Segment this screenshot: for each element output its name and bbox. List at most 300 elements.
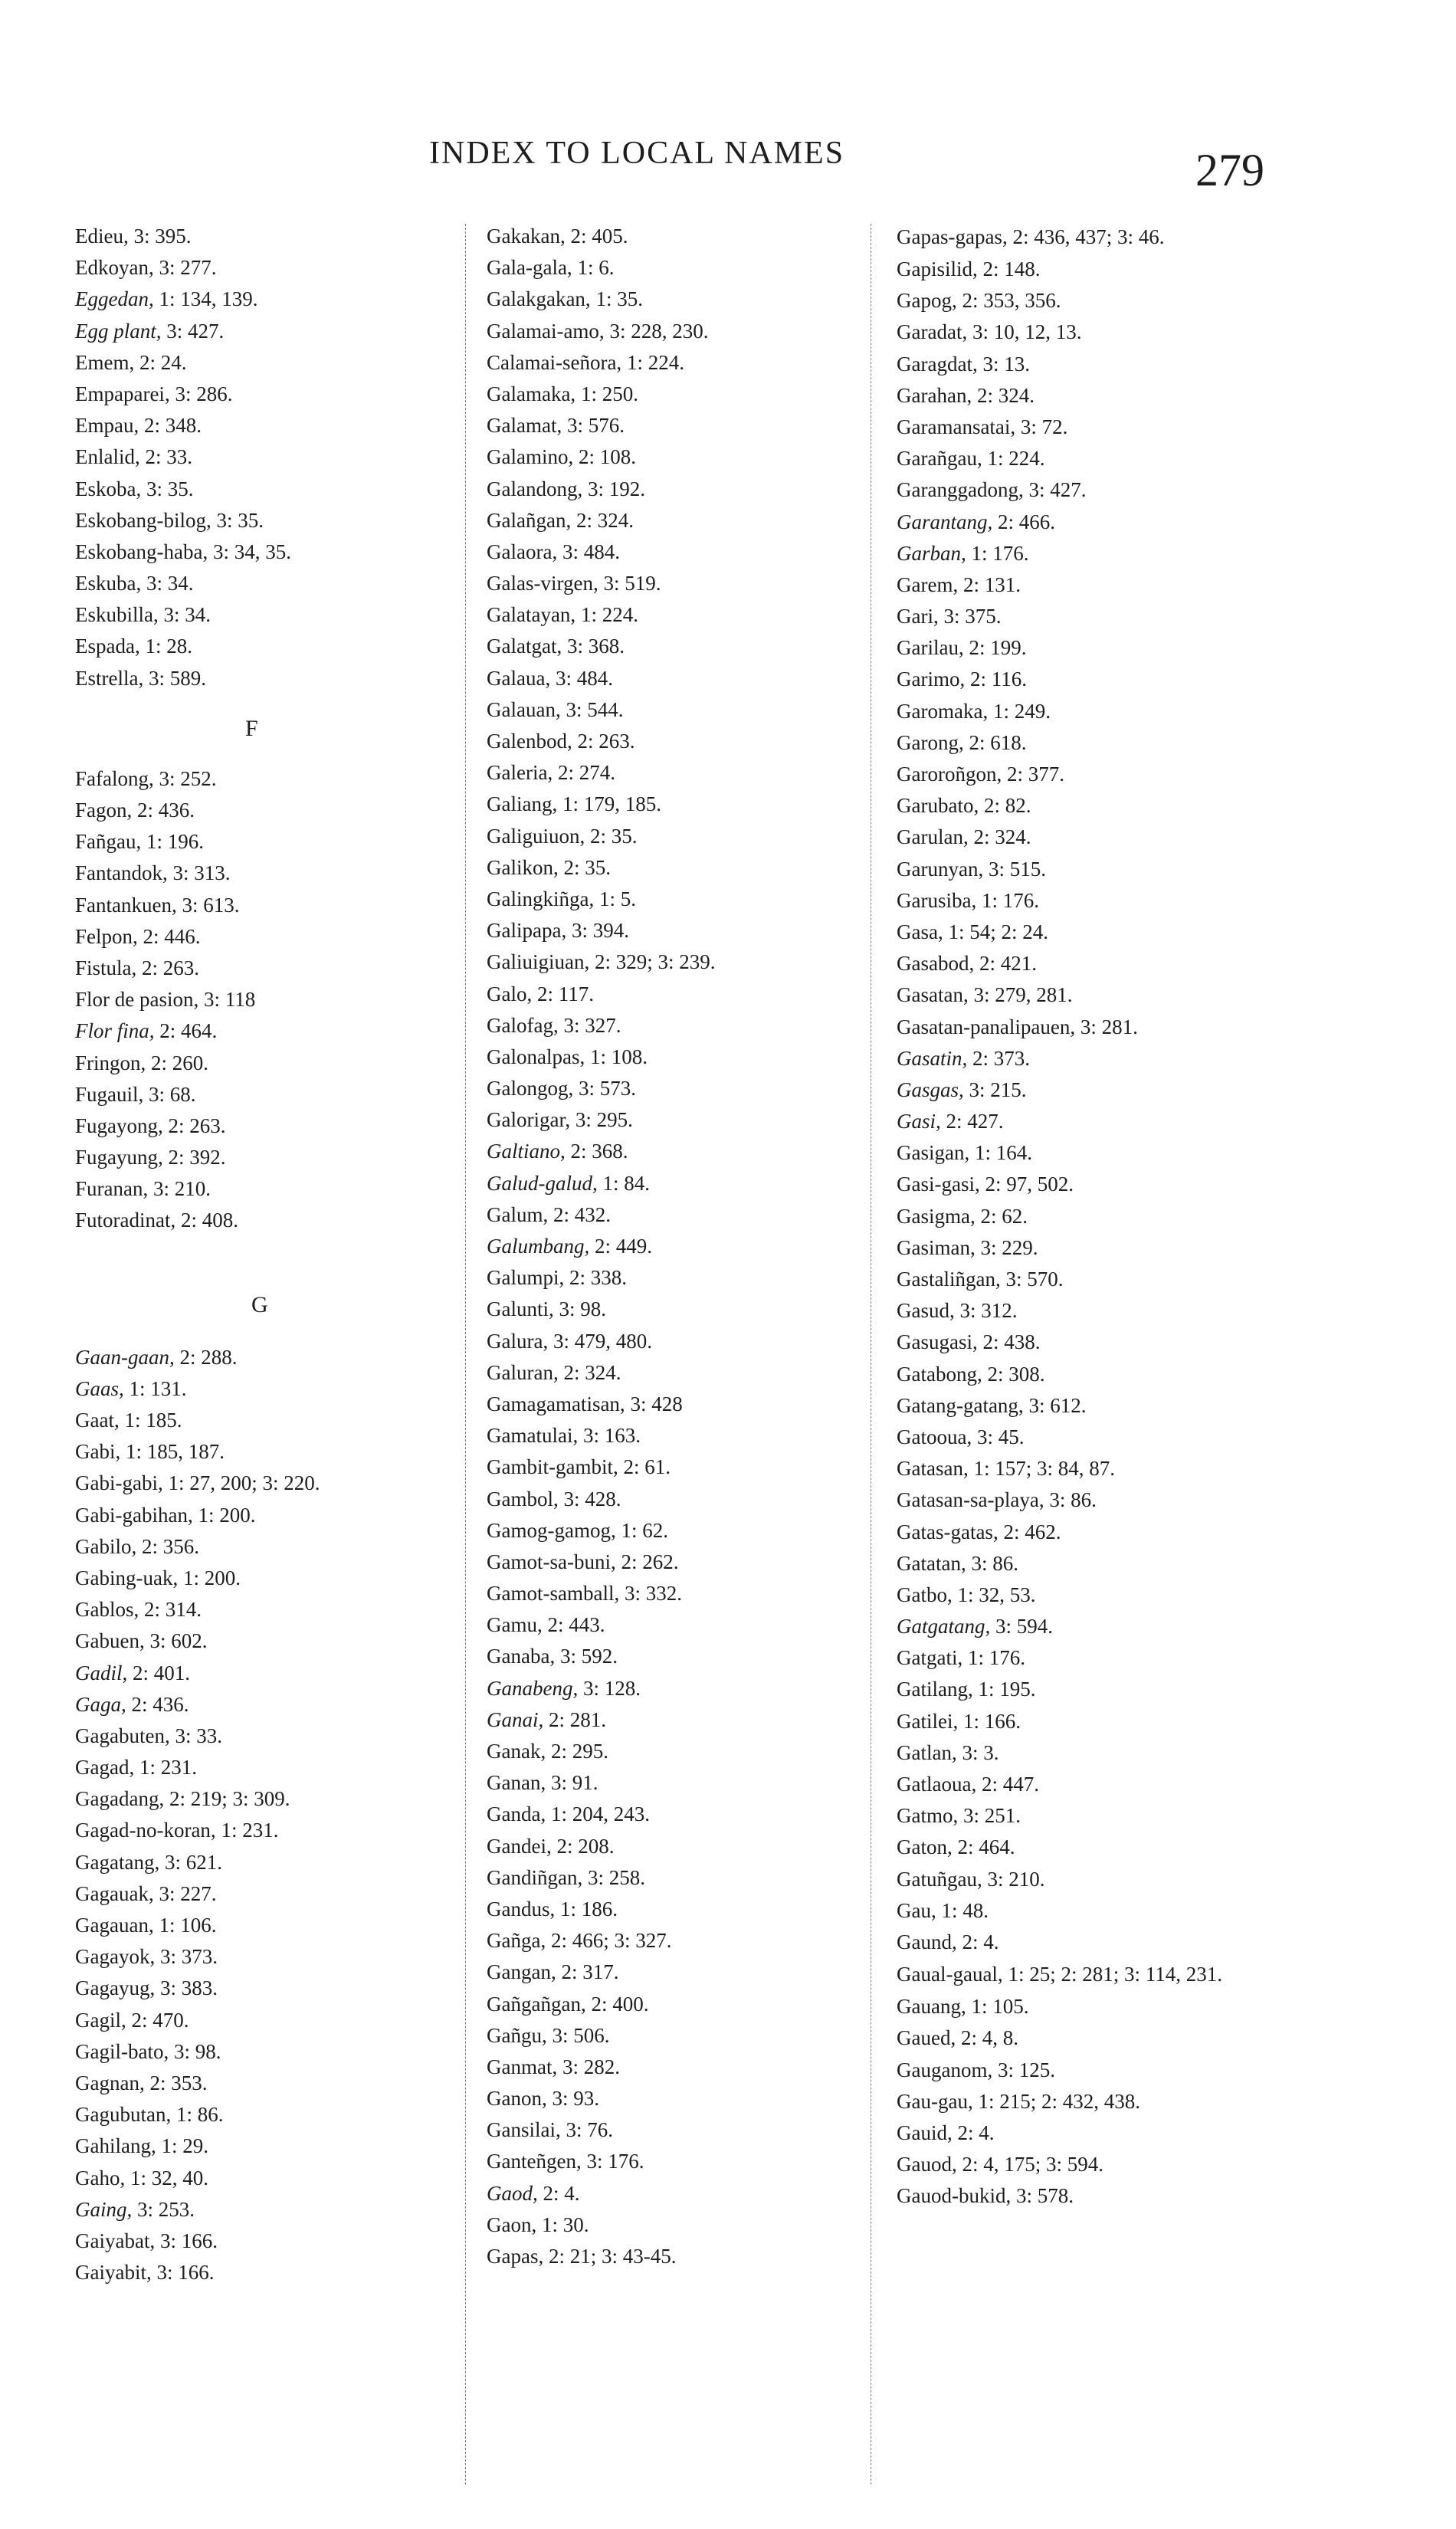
index-entry [897, 317, 1326, 348]
entry-headword: Gau-gau, [897, 2089, 973, 2113]
entry-reference: 3: 34. [163, 603, 212, 627]
entry-reference: 2: 408. [180, 1209, 238, 1232]
index-entry [487, 221, 885, 252]
index-entry [75, 284, 481, 315]
index-entry [75, 1079, 481, 1110]
entry-reference: 2: 324. [973, 825, 1031, 849]
entry-reference: 3: 578. [1015, 2184, 1074, 2208]
entry-headword: Gabing-uak, [75, 1566, 179, 1589]
index-entry [487, 1515, 885, 1547]
entry-reference: 3: 570. [1005, 1268, 1064, 1291]
index-entry [487, 1231, 885, 1262]
entry-headword: Gasiman, [897, 1235, 976, 1259]
entry-headword: Gatas-gatas, [897, 1520, 999, 1543]
entry-reference: 2: 61. [623, 1455, 671, 1479]
index-entry [487, 1673, 885, 1704]
index-entry [897, 1895, 1326, 1927]
entry-headword: Eskobang-haba, [75, 540, 208, 563]
index-entry [897, 1927, 1326, 1958]
entry-headword: Espada, [75, 635, 140, 658]
entry-headword: Gansilai, [487, 2118, 561, 2142]
index-entry [487, 821, 885, 852]
entry-reference: 2: 324. [576, 508, 634, 532]
entry-reference: 1: 84. [602, 1171, 651, 1195]
index-entry [487, 1262, 885, 1294]
entry-headword: Ganon, [487, 2087, 547, 2111]
index-entry [75, 347, 481, 379]
entry-reference: 2: 4, 8. [960, 2026, 1018, 2050]
entry-reference: 2: 281. [549, 1707, 607, 1731]
entry-reference: 3: 573. [578, 1077, 636, 1100]
entry-headword: Gaiyabat, [75, 2229, 156, 2252]
index-column-3 [897, 221, 1326, 2212]
entry-reference: 3: 210. [987, 1867, 1045, 1891]
entry-headword: Gauod, [897, 2153, 957, 2176]
entry-reference: 2: 274. [557, 761, 615, 785]
index-entry [75, 1847, 481, 1878]
index-entry [897, 1453, 1326, 1484]
entry-headword: Gandei, [487, 1834, 552, 1858]
index-entry [75, 441, 481, 473]
entry-reference: 3: 86. [1049, 1488, 1097, 1512]
entry-reference: 1: 6. [577, 256, 615, 280]
entry-reference: 3: 613. [182, 893, 240, 917]
index-entry [487, 410, 885, 441]
entry-headword: Gamu, [487, 1613, 543, 1637]
entry-headword: Gasatan, [897, 983, 969, 1007]
index-entry [487, 2241, 885, 2272]
entry-reference: 3: 228, 230. [609, 319, 709, 343]
entry-headword: Garagdat, [897, 352, 978, 376]
entry-headword: Gauod-bukid, [897, 2184, 1012, 2208]
index-entry [897, 569, 1326, 601]
entry-reference: 3: 35. [146, 477, 194, 500]
entry-headword: Gatbo, [897, 1583, 953, 1606]
entry-headword: Egg plant, [75, 319, 162, 343]
entry-headword: Fugauil, [75, 1082, 144, 1106]
entry-reference: 2: 356. [142, 1534, 200, 1558]
entry-headword: Gatgati, [897, 1646, 963, 1670]
entry-reference: 1: 35. [595, 287, 643, 311]
index-entry [75, 1173, 481, 1205]
index-entry [75, 826, 481, 858]
entry-headword: Gauganom, [897, 2058, 993, 2081]
entry-reference: 3: 128. [582, 1676, 641, 1700]
entry-reference: 2: 262. [621, 1550, 679, 1573]
index-entry [75, 1048, 481, 1079]
entry-reference: 3: 279, 281. [973, 983, 1073, 1007]
entry-headword: Ganmat, [487, 2055, 558, 2078]
entry-headword: Galamaka, [487, 382, 576, 405]
entry-reference: 2: 117. [536, 982, 594, 1005]
index-entry [75, 379, 481, 410]
entry-reference: 3: 227. [159, 1881, 217, 1905]
entry-reference: 1: 204, 243. [550, 1802, 650, 1826]
entry-headword: Gaiyabit, [75, 2261, 152, 2285]
entry-reference: 3: 72. [1020, 415, 1068, 438]
entry-reference: 3: 163. [582, 1424, 641, 1448]
entry-reference: 1: 176. [981, 888, 1039, 912]
index-entry [897, 507, 1326, 538]
entry-headword: Gaan-gaan, [75, 1345, 175, 1369]
page-number: 279 [1195, 145, 1264, 195]
index-entry [897, 443, 1326, 474]
entry-headword: Gasgas, [897, 1078, 964, 1101]
entry-headword: Galtiano, [487, 1140, 566, 1163]
entry-reference: 3: 484. [562, 540, 620, 563]
entry-reference: 2: 288. [179, 1345, 238, 1369]
section-gap [75, 1237, 481, 1268]
index-column-2 [487, 221, 885, 2272]
entry-headword: Garilau, [897, 636, 964, 660]
index-entry [487, 568, 885, 599]
index-entry [487, 852, 885, 884]
entry-headword: Fringon, [75, 1051, 146, 1074]
index-entry [75, 1373, 481, 1405]
entry-headword: Gañga, [487, 1929, 546, 1953]
index-block-e [75, 221, 481, 694]
index-entry [897, 885, 1326, 917]
entry-reference: 3: 544. [566, 697, 624, 721]
entry-reference: 2: 33. [145, 445, 192, 469]
index-entry [487, 1010, 885, 1041]
entry-reference: 3: 295. [575, 1108, 633, 1132]
index-entry [897, 1642, 1326, 1674]
entry-reference: 2: 447. [981, 1773, 1039, 1796]
entry-headword: Gasi, [897, 1110, 941, 1133]
entry-reference: 2: 263. [142, 956, 200, 979]
entry-reference: 3: 594. [995, 1615, 1054, 1638]
entry-headword: Garanggadong, [897, 478, 1024, 502]
entry-headword: Gambol, [487, 1487, 559, 1511]
entry-reference: 3: 258. [587, 1865, 645, 1889]
entry-headword: Fugayong, [75, 1114, 163, 1137]
index-entry [487, 1168, 885, 1199]
entry-headword: Gaga, [75, 1692, 126, 1716]
entry-reference: 3: 375. [943, 605, 1002, 628]
entry-headword: Galiuigiuan, [487, 950, 590, 974]
index-entry [75, 221, 481, 252]
entry-reference: 1: 196. [146, 830, 204, 854]
entry-headword: Eskuba, [75, 572, 142, 595]
entry-headword: Ganteñgen, [487, 2150, 582, 2173]
index-entry [487, 1326, 885, 1357]
entry-reference: 2: 436, 437; 3: 46. [1012, 225, 1165, 248]
entry-reference: 2: 353. [149, 2071, 208, 2094]
entry-headword: Gasatan-panalipauen, [897, 1015, 1076, 1038]
entry-reference: 2: 405. [570, 225, 628, 248]
entry-headword: Galauan, [487, 697, 561, 721]
entry-reference: 1: 185. [124, 1409, 182, 1432]
entry-headword: Gaas, [75, 1376, 124, 1400]
entry-headword: Gaual-gaual, [897, 1963, 1003, 1986]
entry-reference: 3: 427. [1028, 478, 1087, 502]
entry-reference: 3: 34, 35. [212, 540, 291, 563]
entry-reference: 3: 210. [152, 1177, 211, 1201]
index-entry [487, 631, 885, 662]
entry-headword: Gatabong, [897, 1362, 982, 1386]
entry-headword: Gaod, [487, 2181, 538, 2205]
index-entry [897, 1958, 1326, 1991]
entry-headword: Galatgat, [487, 635, 562, 658]
entry-reference: 3: 10, 12, 13. [972, 320, 1082, 344]
entry-reference: 2: 401. [133, 1661, 191, 1684]
entry-reference: 3: 383. [159, 1976, 218, 2000]
entry-reference: 2: 314. [144, 1598, 202, 1622]
entry-reference: 3: 373. [159, 1945, 218, 1969]
entry-reference: 3: 592. [559, 1645, 618, 1668]
index-entry [897, 1579, 1326, 1611]
entry-reference: 2: 427. [946, 1110, 1004, 1133]
index-entry [897, 1012, 1326, 1043]
index-entry [897, 1769, 1326, 1800]
entry-headword: Gapisilid, [897, 257, 978, 280]
entry-reference: 1: 25; 2: 281; 3: 114, 231. [1008, 1963, 1222, 1986]
entry-headword: Gañgu, [487, 2023, 547, 2047]
index-entry [75, 2226, 481, 2257]
index-entry [75, 316, 481, 347]
entry-headword: Futoradinat, [75, 1209, 176, 1232]
index-entry [897, 1264, 1326, 1295]
entry-reference: 1: 179, 185. [562, 792, 661, 816]
index-entry [487, 884, 885, 915]
index-entry [897, 1991, 1326, 2022]
index-entry [897, 349, 1326, 380]
index-entry [487, 474, 885, 505]
index-entry [897, 1706, 1326, 1737]
index-entry [75, 2005, 481, 2036]
index-entry [897, 696, 1326, 727]
entry-headword: Garubato, [897, 794, 979, 818]
entry-headword: Gagayug, [75, 1976, 156, 2000]
entry-headword: Gabi, [75, 1440, 121, 1464]
entry-headword: Gatmo, [897, 1804, 959, 1828]
entry-headword: Gandus, [487, 1897, 556, 1921]
index-entry [75, 631, 481, 662]
entry-headword: Calamai-señora, [487, 350, 622, 374]
index-entry [487, 789, 885, 820]
index-entry [897, 1295, 1326, 1327]
entry-headword: Gatasan, [897, 1457, 969, 1481]
entry-headword: Galamat, [487, 414, 562, 438]
entry-headword: Galaora, [487, 540, 558, 563]
entry-reference: 1: 30. [541, 2212, 589, 2236]
entry-headword: Gapas-gapas, [897, 225, 1008, 248]
entry-reference: 2: 618. [969, 730, 1027, 754]
entry-headword: Eskoba, [75, 477, 142, 500]
entry-headword: Fafalong, [75, 766, 154, 790]
entry-headword: Gaat, [75, 1409, 120, 1432]
index-entry [75, 1689, 481, 1720]
entry-headword: Emem, [75, 350, 135, 374]
entry-headword: Fañgau, [75, 830, 142, 854]
index-entry [75, 1110, 481, 1142]
index-entry [897, 727, 1326, 759]
index-entry [487, 1420, 885, 1451]
entry-headword: Gagatang, [75, 1850, 160, 1874]
index-entry [487, 663, 885, 694]
entry-headword: Gaued, [897, 2026, 956, 2050]
entry-headword: Ganabeng, [487, 1676, 579, 1700]
entry-reference: 2: 421. [979, 952, 1037, 976]
entry-headword: Gatatan, [897, 1551, 966, 1575]
entry-headword: Galamai-amo, [487, 319, 605, 343]
entry-headword: Galipapa, [487, 919, 567, 943]
entry-reference: 3: 3. [962, 1740, 999, 1764]
entry-reference: 3: 327. [563, 1013, 621, 1037]
entry-headword: Gari, [897, 605, 939, 628]
entry-headword: Eskubilla, [75, 603, 159, 627]
entry-reference: 1: 250. [580, 382, 638, 405]
entry-headword: Galorigar, [487, 1108, 571, 1132]
entry-headword: Galiang, [487, 792, 558, 816]
entry-headword: Garañgau, [897, 447, 982, 471]
entry-headword: Galumpi, [487, 1266, 565, 1290]
entry-reference: 1: 176. [967, 1646, 1025, 1670]
index-entry [897, 759, 1326, 790]
entry-reference: 2: 373. [972, 1046, 1031, 1070]
index-entry [487, 1547, 885, 1578]
entry-reference: 3: 313. [172, 861, 231, 885]
entry-headword: Garamansatai, [897, 415, 1016, 438]
entry-reference: 2: 260. [151, 1051, 209, 1074]
entry-reference: 2: 263. [577, 730, 635, 753]
entry-headword: Galofag, [487, 1013, 559, 1037]
entry-headword: Fantandok, [75, 861, 168, 885]
index-entry [487, 1989, 885, 2020]
entry-reference: 2: 108. [578, 445, 636, 469]
entry-headword: Flor fina, [75, 1019, 155, 1043]
entry-reference: 3: 86. [971, 1551, 1018, 1575]
entry-reference: 2: 82. [983, 794, 1031, 818]
index-entry [487, 1041, 885, 1073]
index-entry [75, 890, 481, 921]
entry-headword: Garomaka, [897, 699, 989, 723]
entry-headword: Galura, [487, 1329, 549, 1353]
index-entry [75, 921, 481, 953]
entry-reference: 2: 436. [137, 799, 195, 822]
index-entry [897, 1864, 1326, 1895]
entry-headword: Gatooua, [897, 1425, 972, 1448]
index-entry [897, 2055, 1326, 2086]
entry-reference: 1: 231. [139, 1756, 197, 1779]
entry-headword: Gañgañgan, [487, 1992, 586, 2016]
index-entry [897, 221, 1326, 254]
entry-reference: 2: 392. [168, 1146, 226, 1169]
entry-headword: Garusiba, [897, 888, 977, 912]
entry-reference: 1: 105. [971, 1995, 1029, 2019]
entry-reference: 3: 281. [1080, 1015, 1138, 1038]
entry-headword: Empau, [75, 414, 139, 438]
entry-headword: Eggedan, [75, 287, 154, 311]
entry-reference: 2: 4. [957, 2121, 995, 2144]
index-entry [897, 1611, 1326, 1642]
entry-headword: Galandong, [487, 477, 583, 500]
index-entry [897, 1137, 1326, 1169]
entry-reference: 3: 428 [630, 1392, 683, 1415]
entry-reference: 2: 24. [139, 350, 187, 374]
entry-headword: Gagad-no-koran, [75, 1819, 216, 1842]
entry-headword: Gauang, [897, 1995, 966, 2019]
entry-reference: 3: 91. [550, 1771, 598, 1795]
entry-reference: 2: 329; 3: 239. [594, 950, 716, 974]
index-entry [75, 1941, 481, 1973]
index-entry [75, 1500, 481, 1531]
index-entry [75, 2068, 481, 2099]
entry-reference: 1: 5. [598, 887, 636, 910]
entry-reference: 1: 224. [580, 603, 638, 627]
entry-headword: Gaund, [897, 1930, 957, 1953]
entry-headword: Galeria, [487, 761, 553, 785]
entry-reference: 3: 76. [566, 2118, 613, 2142]
index-entry [487, 1925, 885, 1957]
entry-reference: 2: 438. [982, 1330, 1041, 1354]
entry-headword: Gagil, [75, 2008, 126, 2032]
entry-headword: Gaing, [75, 2197, 133, 2221]
entry-headword: Furanan, [75, 1177, 149, 1201]
entry-reference: 2: 464. [957, 1835, 1015, 1859]
index-entry [897, 1390, 1326, 1422]
entry-reference: 3: 576. [566, 414, 625, 438]
index-entry [75, 1783, 481, 1815]
entry-reference: 1: 134, 139. [159, 287, 258, 311]
entry-reference: 1: 200. [198, 1503, 256, 1527]
entry-headword: Gahilang, [75, 2134, 156, 2158]
index-entry [487, 1484, 885, 1515]
entry-headword: Gatilang, [897, 1678, 973, 1701]
entry-reference: 3: 506. [552, 2023, 610, 2047]
entry-headword: Gasigan, [897, 1141, 970, 1165]
index-entry [487, 1451, 885, 1483]
entry-reference: 2: 324. [976, 383, 1035, 407]
entry-headword: Gamog-gamog, [487, 1518, 616, 1542]
index-entry [487, 1609, 885, 1641]
entry-reference: 3: 176. [586, 2150, 644, 2173]
index-entry [487, 2052, 885, 2083]
index-entry [487, 2209, 885, 2241]
index-entry [897, 2117, 1326, 2149]
entry-reference: 1: 231. [221, 1819, 279, 1842]
entry-headword: Gasigma, [897, 1204, 976, 1228]
entry-headword: Gabilo, [75, 1534, 137, 1558]
entry-reference: 2: 308. [987, 1362, 1045, 1386]
index-entry [487, 2114, 885, 2146]
entry-reference: 2: 338. [569, 1266, 628, 1290]
entry-reference: 3: 282. [562, 2055, 620, 2078]
entry-reference: 3: 192. [587, 477, 645, 500]
entry-headword: Galum, [487, 1202, 549, 1226]
entry-headword: Galiguiuon, [487, 824, 585, 848]
entry-headword: Ganda, [487, 1802, 546, 1826]
entry-headword: Gau, [897, 1898, 936, 1922]
entry-headword: Gatasan-sa-playa, [897, 1488, 1044, 1512]
index-entry [75, 1594, 481, 1625]
index-entry [487, 536, 885, 568]
entry-reference: 3: 68. [149, 1082, 196, 1106]
index-entry [75, 1878, 481, 1910]
index-entry [75, 663, 481, 694]
entry-reference: 3: 368. [566, 635, 625, 658]
index-entry [75, 1658, 481, 1689]
index-entry [897, 2149, 1326, 2180]
entry-reference: 1: 176. [971, 541, 1029, 565]
entry-headword: Galonalpas, [487, 1045, 585, 1068]
index-entry [897, 412, 1326, 443]
entry-reference: 3: 166. [159, 2229, 218, 2252]
index-entry [487, 1073, 885, 1104]
index-entry [487, 252, 885, 284]
index-entry [75, 795, 481, 826]
